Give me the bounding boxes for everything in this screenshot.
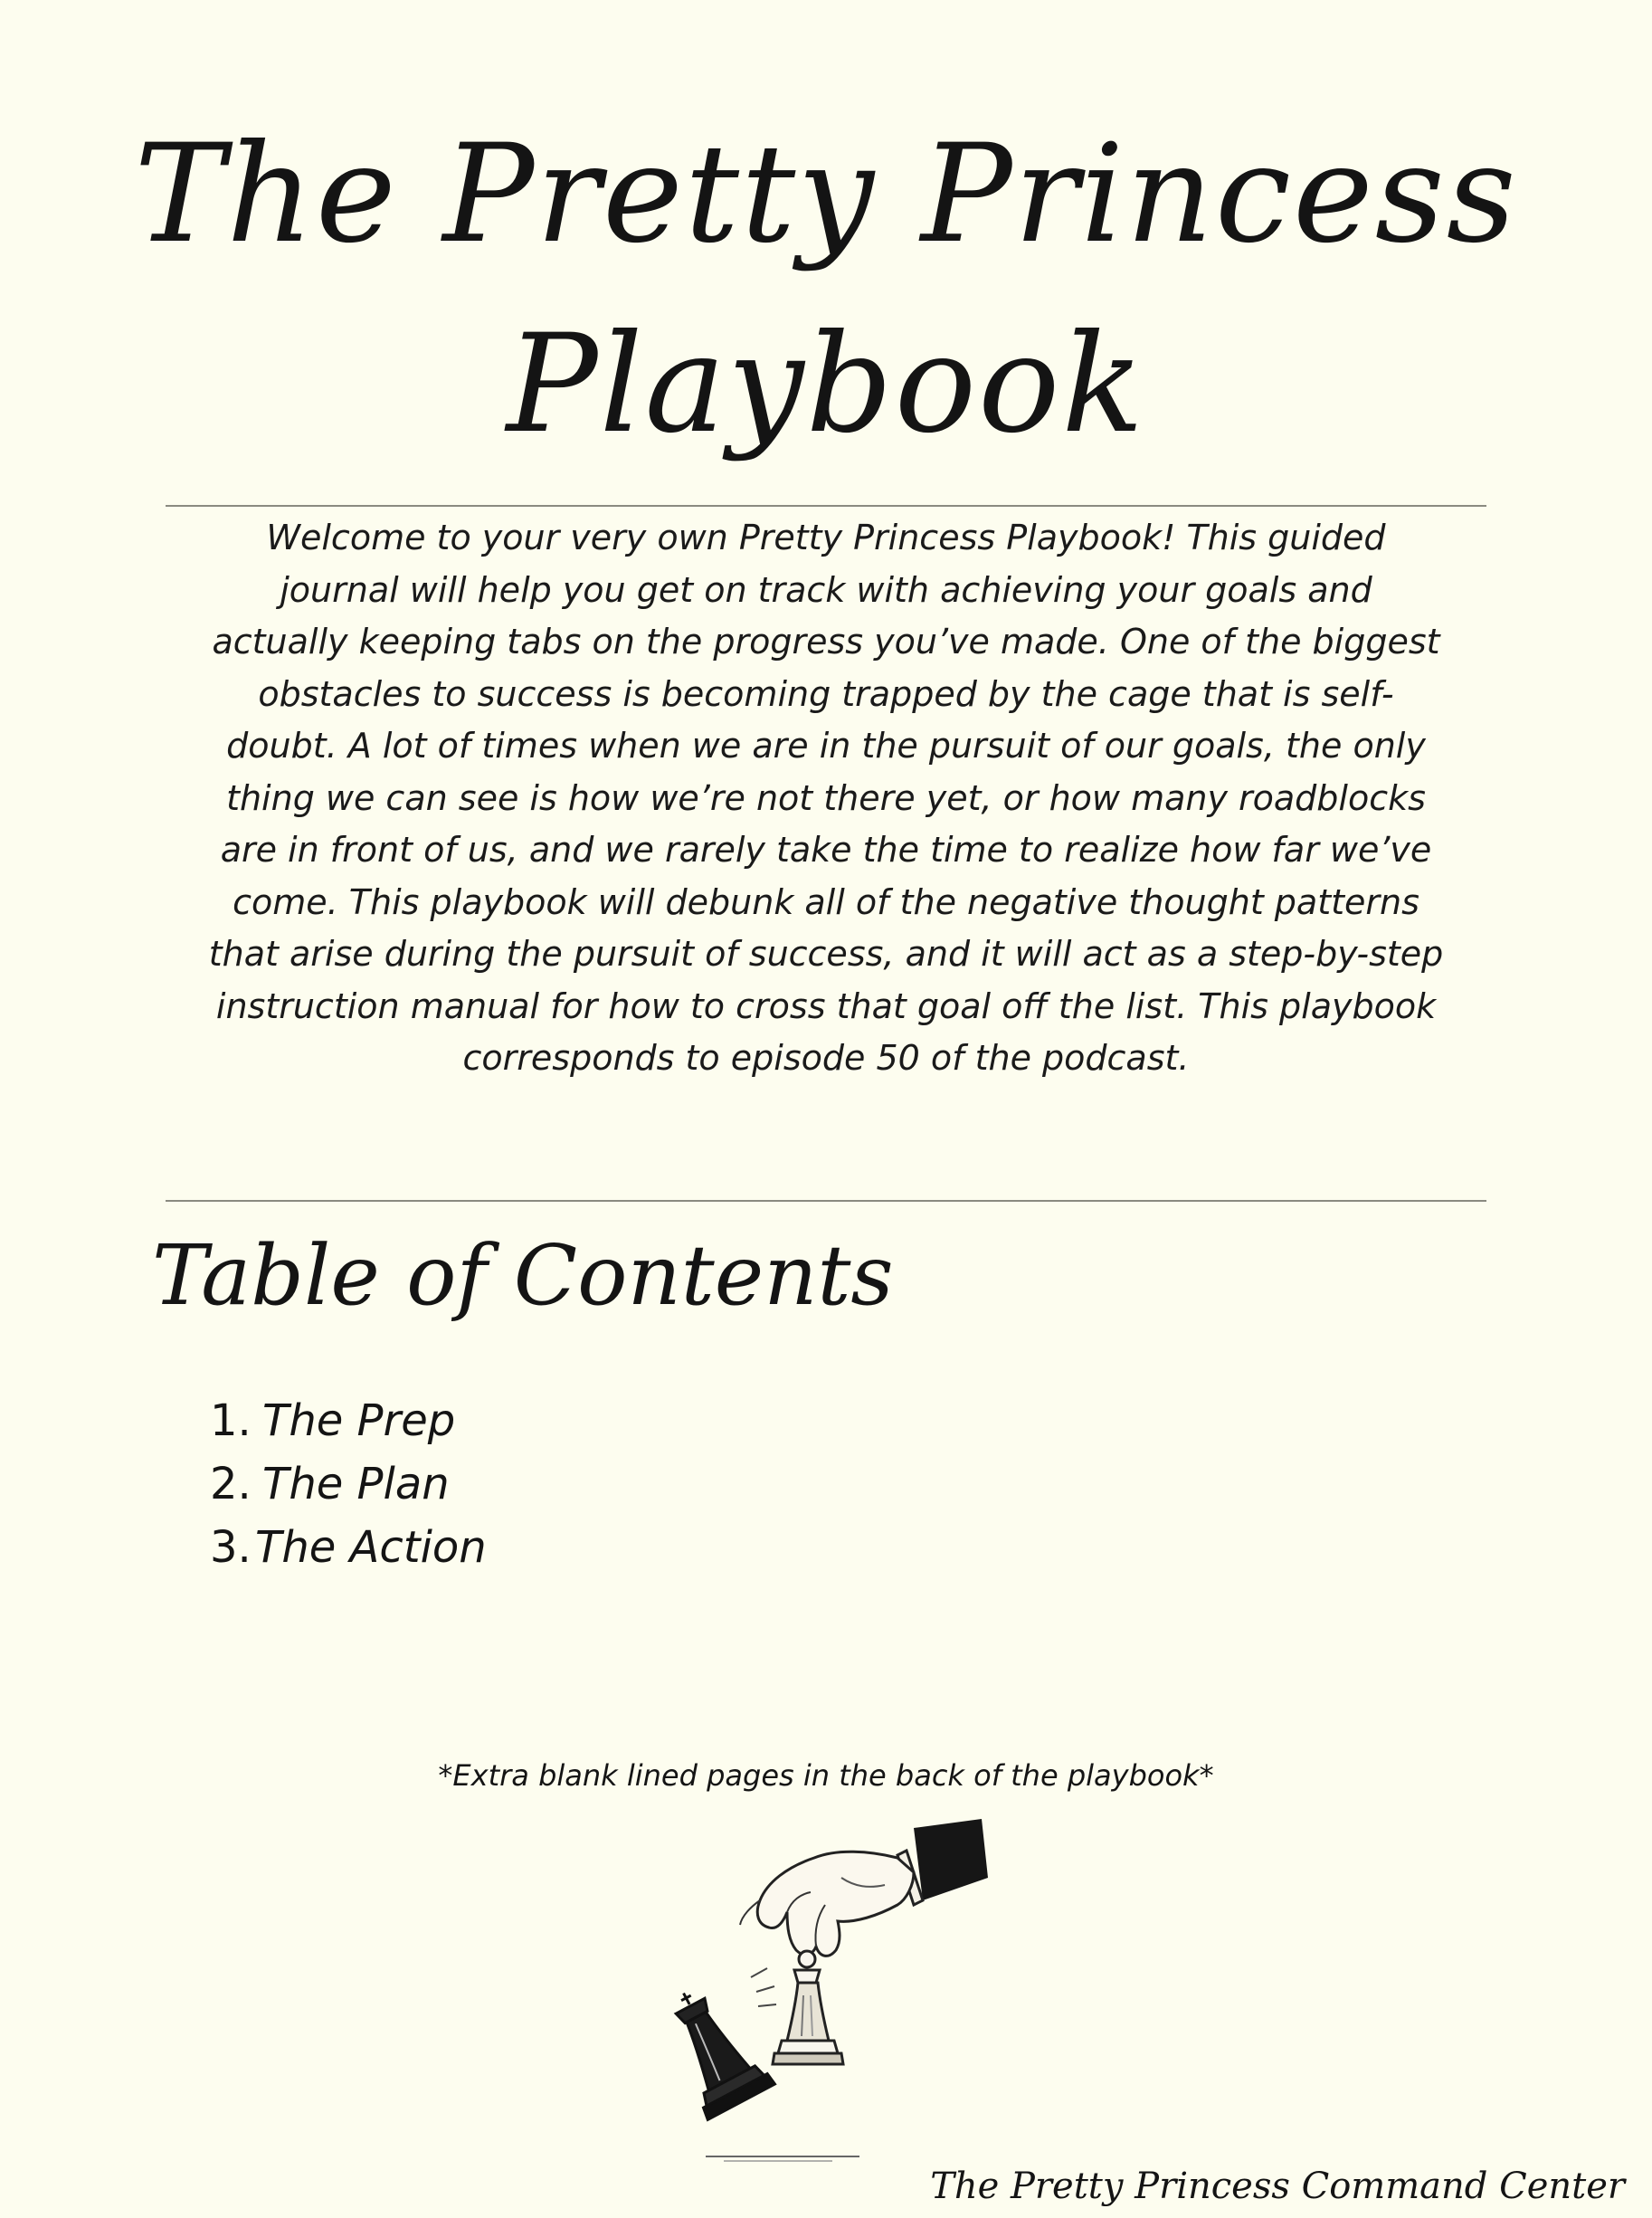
toc-list xyxy=(210,1389,487,1579)
toc-item-number: 1. xyxy=(210,1395,252,1446)
footer-brand: The Pretty Princess Command Center xyxy=(930,2166,1625,2207)
toc-item-label: The Prep xyxy=(262,1395,456,1446)
page-title xyxy=(0,100,1652,480)
toc-item-action xyxy=(210,1516,487,1579)
intro-paragraph: Welcome to your very own Pretty Princess Playbook! This guided journal will help you get on track with achieving your goals and actually keeping tabs on the progress you’ve made. One of the biggest obstacles to success is becoming trapped by the cage that is self-doubt. A lot of times when we are in the pursuit of our goals, the only thing we can see is how we’re not there yet, or how many roadblocks are in front of us, and we rarely take the time to realize how far we’ve come. This playbook will debunk all of the negative thought patterns that arise during the pursuit of success, and it will act as a step-by-step instruction manual for how to cross that goal off the list. This playbook corresponds to episode 50 of the podcast. xyxy=(208,518,1444,1078)
toc-item-label: The Action xyxy=(255,1522,487,1573)
toc-item-plan xyxy=(210,1452,487,1516)
top-divider xyxy=(166,505,1486,507)
toc-heading: Table of Contents xyxy=(152,1227,894,1324)
toc-item-number: 2. xyxy=(210,1459,252,1509)
toc-item-prep xyxy=(210,1389,487,1452)
toc-item-number: 3. xyxy=(210,1522,252,1573)
footnote: *Extra blank lined pages in the back of the playbook* xyxy=(438,1758,1214,1793)
page-title-line-1: The Pretty Princess xyxy=(134,116,1518,273)
toc-item-label: The Plan xyxy=(262,1459,450,1509)
page-title-line-2: Playbook xyxy=(506,306,1146,463)
chess-hand-moving-queen-icon xyxy=(651,1814,1013,2167)
bottom-divider xyxy=(166,1200,1486,1202)
